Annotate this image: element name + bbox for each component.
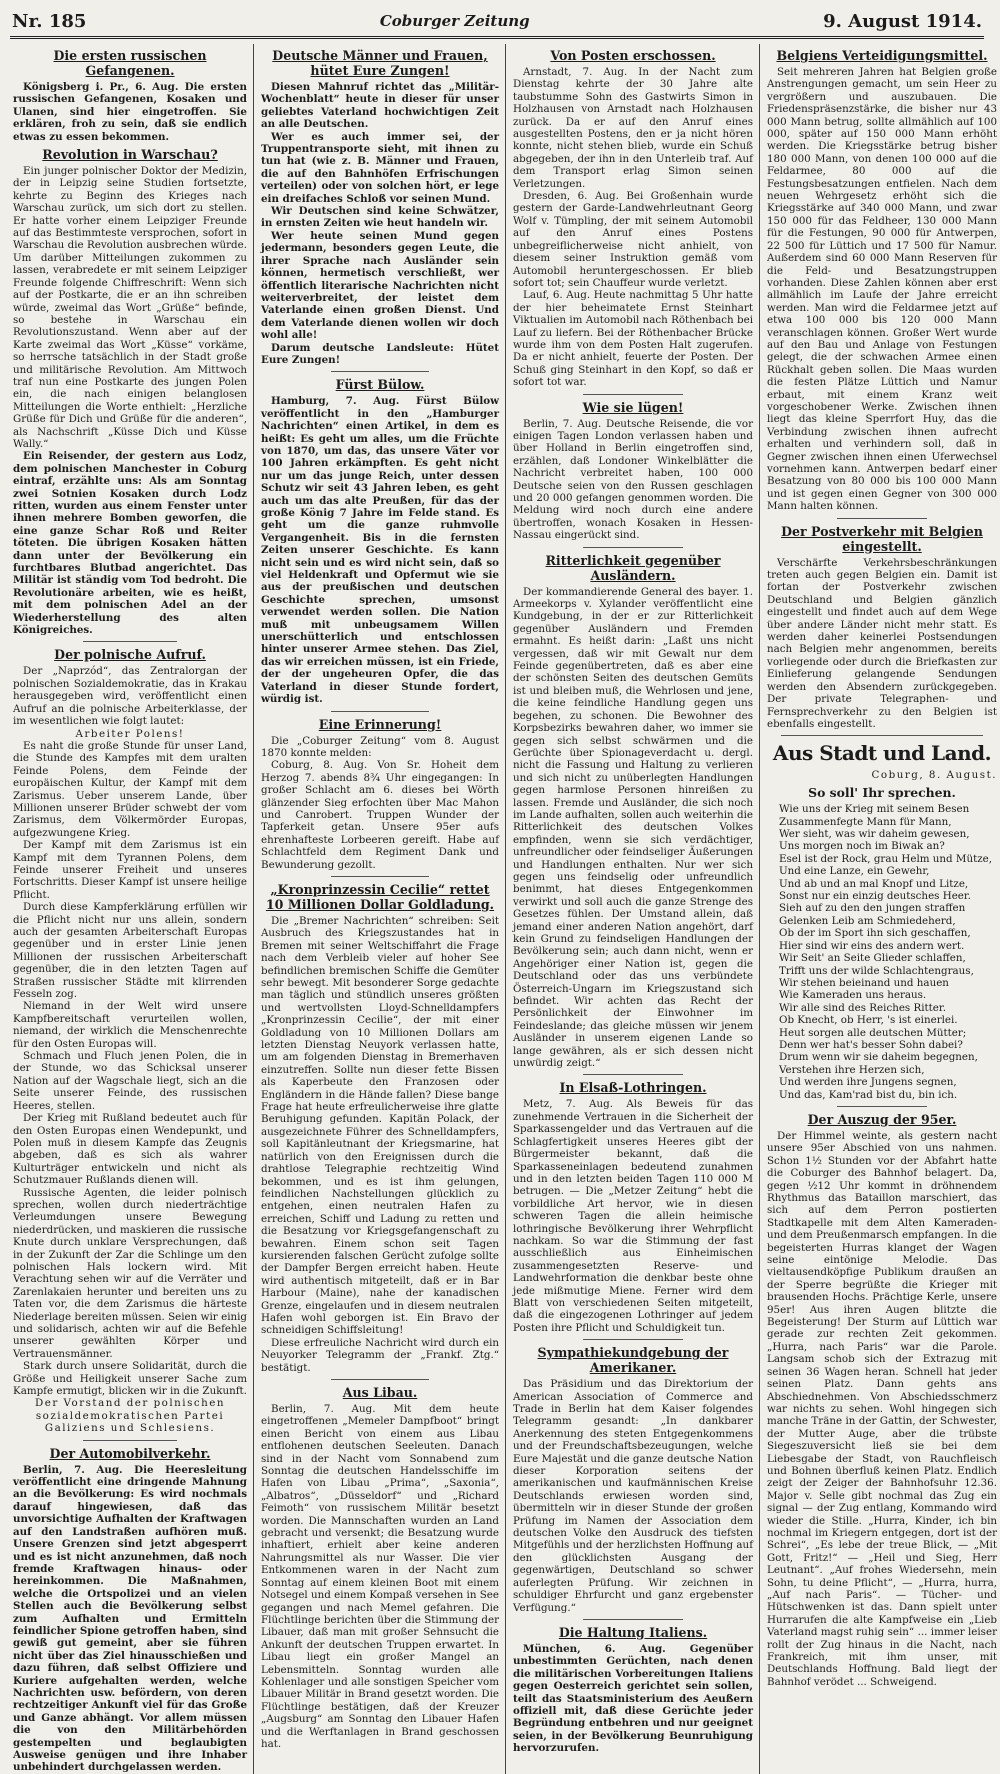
headline: Sympathiekundgebung der Amerikaner. bbox=[537, 1345, 729, 1376]
article-paragraph: Die „Coburger Zeitung“ vom 8. August 1870 konnte melden: bbox=[261, 734, 499, 759]
article-paragraph: Niemand in der Welt wird unsere Kampfbereitschaft verurteilen wollen, niemand, der wirklich die Menschenrechte für den Osten Europas will. bbox=[13, 1000, 247, 1050]
page-columns bbox=[10, 44, 997, 1774]
article-paragraph: Russische Agenten, die leider polnisch sprechen, wollen durch niederträchtige Verleumdungen unsere Bewegung niederdrücken, und maskieren die russische Knute durch unklare Versprechungen, daß in der Zukunft der Zar die Schlinge um den polnischen Hals lockern wird. Mit Verachtung sehen wir auf die Verräter und Zarenlakaien herunter und bereiten uns zu Taten vor, die dem Zarismus die härteste Niederlage bereiten müssen. Seien wir einig und solidarisch, achten wir auf die Befehle unserer gewählten Körper und Vertrauensmänner. bbox=[13, 1186, 247, 1360]
article-paragraph: Es naht die große Stunde für unser Land, die Stunde des Kampfes mit dem uralten Feinde Polens, dem Feinde der europäischen Kultur, der Kampf mit dem Zarismus. Ueber unserem Lande, über Millionen unserer Brüder schwebt der vom Zarismus, dem Völkermörder Europas, aufgezwungene Krieg. bbox=[13, 739, 247, 839]
article-paragraph: Das Präsidium und das Direktorium der American Association of Commerce and Trade in Berlin hat dem Kaiser folgendes Telegramm gesandt: „In dankbarer Anerkennung des steten Entgegenkommens und der Freundschaftsbezeugungen, welche Eure Majestät und die ganze deutsche Nation dieser Korporation seitens der amerikanischen und kaufmännischen Kreise Deutschlands erwiesen worden sind, übermitteln wir in dieser Stunde der großen Prüfung im Namen der Association dem deutschen Volke den Ausdruck des tiefsten Mitgefühls und der herzlichsten Hoffnung auf den glücklichsten Ausgang der gegenwärtigen, Deutschland so schwer auferlegten Prüfung. Wir zeichnen in schuldiger Ehrfurcht und ganz ergebenster Verfügung.“ bbox=[513, 1378, 753, 1614]
article-paragraph: Berlin, 7. Aug. Mit dem heute eingetroffenen „Memeler Dampfboot“ bringt einen Bericht von einem aus Libau entflohenen deutschen Seeleuten. Danach sind in der Nacht vom Sonnabend zum Sonntag die deutschen Handelsschiffe im Hafen von Libau „Prima“, „Saxonia“, „Albatros“, „Düsseldorf“ und „Richard Feimoth“ von russischem Militär besetzt worden. Die Mannschaften wurden an Land gebracht und versenkt; die Besatzung wurde inhaftiert, erhielt aber keine anderen Nahrungsmittel als nur Wasser. Die vier Entkommenen waren in der Nacht zum Sonntag auf einem kleinen Boot mit einem Notsegel und einem Kompaß versehen in See gegangen und nach Memel gefahren. Die Flüchtlinge berichten über die Stimmung der Libauer, daß man mit großer Sehnsucht die Ankunft der deutschen Truppen erwartet. In Libau liegt ein großer Mangel an Lebensmitteln. Sonntag wurden alle Kohlenlager und alle sonstigen Speicher vom Libauer Militär in Brand gesetzt worden. Die Flüchtlinge bestätigen, daß der Kreuzer „Augsburg“ am Sonntag den Libauer Hafen und die Werftanlagen in Brand geschossen hat. bbox=[261, 1403, 499, 1750]
article-paragraph: München, 6. Aug. Gegenüber unbestimmten Gerüchten, nach denen die militärischen Vorbereitungen Italiens gegen Oesterreich gerichtet sein sollen, teilt das Staatsministerium des Aeußern offiziell mit, daß diese Gerüchte jeder Begründung entbehren und nur geeignet seien, in der Bevölkerung Beunruhigung hervorzurufen. bbox=[513, 1642, 753, 1755]
headline: Die ersten russischen Gefangenen. bbox=[53, 48, 207, 78]
article-paragraph: Metz, 7. Aug. Als Beweis für das zunehmende Vertrauen in die Sicherheit der Sparkassengelder und das Vertrauen auf die Schlagfertigkeit unseres Heeres gibt der Bürgermeister bekannt, daß die Sparkasseneinlagen bedeutend zunahmen und in den letzten beiden Tagen 110 000 M betrugen. — Die „Metzer Zeitung“ hebt die vorbildliche Art hervor, wie in diesen schweren Tagen die allein heimische lothringische Bevölkerung ihrer Wehrpflicht nachkam. So war die Stimmung der fast ausschließlich aus Einheimischen zusammengesetzten Reserve- und Landwehrformation die denkbar beste ohne jede mißmutige Miene. Ferner wird dem Blatt von verschiedenen Seiten mitgeteilt, daß die eingezogenen Lothringer auf jedem Posten ihre Pflicht und Schuldigkeit tun. bbox=[513, 1098, 753, 1334]
divider bbox=[331, 711, 429, 712]
headline: Deutsche Männer und Frauen, hütet Eure Zungen! bbox=[272, 48, 488, 78]
column-2 bbox=[258, 44, 502, 1774]
article-paragraph: Seit mehreren Jahren hat Belgien große Anstrengungen gemacht, um sein Heer zu vergrößern und auszubauen. Die Friedenspräsenzstärke, die bisher nur 43 000 Mann betrug, sollte allmählich auf 100 000, später auf 150 000 Mann erhöht werden. Die Kriegsstärke betrug bisher 180 000 Mann, von denen 100 000 auf die Feldarmee, 80 000 auf die Festungsbesatzungen entfielen. Nach dem neuen Wehrgesetz erhöht sich die Kriegsstärke auf 340 000 Mann, und zwar 150 000 für das Feldheer, 130 000 Mann für die Festungen, 90 000 für Antwerpen, 22 500 für Lüttich und 17 500 für Namur. Außerdem sind 60 000 Mann Reserven für die Feld- und Besatzungstruppen vorhanden. Diese Zahlen können aber erst allmählich im Laufe der Jahre erreicht werden. Man wird die Feldarmee jetzt auf etwa 100 000 bis 120 000 Mann veranschlagen können. Großer Wert wurde auf den Bau und Anlage von Festungen gelegt, die der schwachen Armee einen Rückhalt geben sollen. Die Maas wurden die festen Plätze Lüttich und Namur erbaut, mit einem Kranz weit vorgeschobener Werke. Zwischen ihnen liegt das kleine Sperrfort Huy, das die Verbindung zwischen ihnen aufrecht erhalten und verhindern soll, daß in Gegner zwischen ihnen einen Uferwechsel vornehmen kann. Antwerpen bedarf einer Besatzung von 80 000 bis 100 000 Mann und ist gegen einen Gegner von 300 000 Mann halten können. bbox=[767, 66, 997, 513]
poem-stanza: Wir alle sind des Reiches Ritter. Ob Knecht, ob Herr, 's ist einerlei. Heut sorgen alle deutschen Mütter; Denn wer hat's besser Sohn dabei? Drum wenn wir sie daheim begegnen, Verstehen ihre Herzen sich, Und werden ihre Jungens segnen, Und das, Kam'rad bist du, bin ich. bbox=[779, 1001, 978, 1101]
section-heading: Aus Stadt und Land. bbox=[772, 741, 992, 766]
article-paragraph: Dresden, 6. Aug. Bei Großenhain wurde gestern der Garde-Landwehrleutnant Georg Wolf v. Tümpling, der mit seinem Automobil auf den Anruf eines Postens unbegreiflicherweise nicht anhielt, von diesem seiner Instruktion gemäß vom Automobil heruntergeschossen. Er blieb sofort tot; sein Chauffeur wurde verletzt. bbox=[513, 190, 753, 289]
article-paragraph: Schmach und Fluch jenen Polen, die in der Stunde, wo das Schicksal unserer Nation auf der Wagschale liegt, sich an die Seite unserer Feinde, des russischen Heeres, stellen. bbox=[13, 1050, 247, 1112]
article-paragraph: Der Krieg mit Rußland bedeutet auch für den Osten Europas einen Wendepunkt, und Polen muß in diesem Kampfe das Zeugnis abgeben, daß es sich als wahrer Kulturträger entwickeln und nicht als Schutzmauer Rußlands dienen will. bbox=[13, 1112, 247, 1187]
article-paragraph: Ein junger polnischer Doktor der Medizin, der in Leipzig seine Studien fortsetzte, kehrte zu Beginn des Krieges nach Warschau zurück, um sich dort zu stellen. Er hatte vorher einem Leipziger Freunde auf das Bestimmteste versprochen, sofort in Warschau die Revolution ausbrechen würde. Um darüber Mitteilungen zukommen zu lassen, verabredete er mit seinem Leipziger Freunde folgende Chiffreschrift: Wenn sich auf der Postkarte, die er an ihn schreiben würde, zweimal das Wort „Grüße“ befinde, so bestehe in Warschau ein Revolutionszustand. Wenn aber auf der Karte zweimal das Wort „Küsse“ vorkäme, so herrsche tatsächlich in der Stadt große und militärische Revolution. Am Mittwoch traf nun eine Postkarte des jungen Polen ein, die nach einigen belanglosen Mitteilungen die Worte enthielt: „Herzliche Grüße für Dich und Grüße für die anderen“, als Nachschrift „Küsse Dich und Küsse Wally.“ bbox=[13, 165, 247, 450]
article-paragraph: Stark durch unsere Solidarität, durch die Größe und Heiligkeit unserer Sache zum Kampfe ermutigt, blicken wir in die Zukunft. bbox=[13, 1360, 247, 1398]
poem-stanza: Sieh auf zu den den jungen straffen Gelenken Leib am Schmiedeherd, Ob der im Sport ihn sich geschaffen, Hier sind wir eins des andern wert. Wir Seit' an Seite Glieder schlaffen, Trifft uns der wilde Schlachtengraus, Wir stehen beieinand und hauen Wie Kameraden uns heraus. bbox=[779, 902, 974, 1002]
article-paragraph: Darum deutsche Landsleute: Hütet Eure Zungen! bbox=[261, 341, 499, 366]
divider bbox=[583, 1619, 683, 1620]
headline: Ritterlichkeit gegenüber Ausländern. bbox=[545, 552, 721, 583]
article-paragraph: Wer es auch immer sei, der Truppentransporte sieht, mit ihnen zu tun hat (wie z. B. Männer und Frauen, die auf den Bahnhöfen Erfrischungen verteilen) oder von solchen hört, er lege ein dreifaches Schloß vor seinen Mund. bbox=[261, 130, 499, 205]
dateline: Coburg, 8. August. bbox=[871, 769, 997, 782]
issue-date: 9. August 1914. bbox=[823, 10, 982, 32]
article-paragraph: Lauf, 6. Aug. Heute nachmittag 5 Uhr hatte der hier beheimatete Ernst Steinhart Viktualien im Automobil nach Röthenbach bei Lauf zu liefern. Bei der Röthenbacher Brücke wurde ihm von dem Posten Halt zugerufen. Da er nicht anhielt, feuerte der Posten. Der Schuß ging Steinhart in den Kopf, so daß er sofort tot war. bbox=[513, 289, 753, 389]
masthead bbox=[12, 8, 982, 34]
divider bbox=[331, 371, 429, 372]
headline: Wie sie lügen! bbox=[582, 399, 684, 415]
column-4 bbox=[764, 44, 1000, 1774]
article-paragraph: Wir Deutschen sind keine Schwätzer, in ernsten Zeiten wie heut handeln wir. bbox=[261, 205, 499, 230]
headline: Belgiens Verteidigungsmittel. bbox=[776, 48, 988, 63]
article-paragraph: Diesen Mahnruf richtet das „Militär-Wochenblatt“ heute in dieser für unser geliebtes Vaterland hochwichtigen Zeit an alle Deutschen. bbox=[261, 81, 499, 131]
headline: Revolution in Warschau? bbox=[42, 147, 218, 163]
divider bbox=[83, 1440, 177, 1441]
article-paragraph: Arnstadt, 7. Aug. In der Nacht zum Dienstag kehrte der 30 Jahre alte taubstumme Sohn des Gastwirts Simon in Holzhausen von Arnstadt nach Holzhausen zurück. Da er auf den Anruf eines ausgestellten Postens, den er ja nicht hören konnte, nicht stehen blieb, wurde ein Schuß abgegeben, der ihn in den Unterleib traf. Auf dem Transport erlag Simon seinen Verletzungen. bbox=[513, 66, 753, 190]
article-paragraph: Wer heute seinen Mund gegen jedermann, besonders gegen Leute, die ihrer Sprache nach Ausländer sein können, hermetisch verschließt, wer öffentlich literarische Nachrichten nicht weiterverbreitet, der leistet dem Vaterlande einen großen Dienst. Und dem Vaterlande dienen wollen wir doch wohl alle! bbox=[261, 229, 499, 342]
divider bbox=[83, 641, 177, 642]
divider bbox=[583, 547, 683, 548]
article-paragraph: Verschärfte Verkehrsbeschränkungen treten auch gegen Belgien ein. Damit ist fortan der Postverkehr zwischen Deutschland und Belgien gänzlich eingestellt und findet auch auf dem Wege über andere Länder nicht mehr statt. Es werden daher keinerlei Postsendungen nach Belgien mehr angenommen, bereits vorliegende oder durch die Briefkasten zur Einlieferung gelangende Sendungen werden den Absendern zurückgegeben. Der private Telegraphen- und Fernsprechverkehr zu den Belgien ist ebenfalls eingestellt. bbox=[767, 556, 997, 730]
headline: Aus Libau. bbox=[342, 1385, 418, 1400]
issue-number: Nr. 185 bbox=[12, 10, 87, 32]
divider bbox=[583, 394, 683, 395]
divider bbox=[583, 1339, 683, 1340]
headline: Der Automobilverkehr. bbox=[49, 1445, 211, 1461]
column-1 bbox=[10, 44, 250, 1774]
article-paragraph: Hamburg, 7. Aug. Fürst Bülow veröffentlicht in den „Hamburger Nachrichten“ einen Artikel, in dem es heißt: Es geht um alles, um die Früchte von 1870, um das, das unsere Väter vor 100 Jahren erkämpften. Es geht nicht nur um das junge Reich, unter dessen Schutz wir seit 43 Jahren leben, es geht auch um das alte Preußen, für das der große König 7 Jahre im Felde stand. Es geht um die ganze ruhmvolle Vergangenheit. Bis in die fernsten Zeiten unserer Geschichte. Es kann nicht sein und es wird nicht sein, daß so viel Heldenkraft und Opfermut wie sie aus der preußischen und deutschen Geschichte sprechen, umsonst verwendet werden sollen. Die Nation muß mit unbeugsamem Willen unerschütterlich und entschlossen hinter unserer Armee stehen. Das Ziel, das wir erreichen müssen, ist ein Friede, der der ungeheuren Opfer, die das Vaterland in dieser Stunde fordert, würdig ist. bbox=[261, 395, 499, 706]
newspaper-title: Coburger Zeitung bbox=[379, 12, 530, 30]
poem-stanza: Wie uns der Krieg mit seinem Besen Zusammenfegte Mann für Mann, Wer sieht, was wir daheim gewesen, Uns morgen noch im Biwak an? Esel ist der Rock, grau Helm und Mütze, Und eine Lanze, ein Gewehr, Und ab und an mal Knopf und Litze, Sonst nur ein einzig deutsches Heer. bbox=[779, 803, 993, 903]
divider bbox=[837, 1106, 927, 1107]
article-subheading: Arbeiter Polens! bbox=[75, 727, 185, 740]
article-paragraph: Der Kampf mit dem Zarismus ist ein Kampf mit dem Tyrannen Polens, dem Feinde unserer Freiheit und unseres Fortschritts. Dieser Kampf ist unsere heilige Pflicht. bbox=[13, 839, 247, 901]
article-paragraph: Der Himmel weinte, als gestern nacht unsere 95er Abschied von uns nahmen. Schon 1½ Stunden vor der Abfahrt hatte die Coburger des Bahnhof belagert. Da, gegen ½12 Uhr kommt in dröhnendem Rhythmus das Bataillon marschiert, das sich auf dem Perron postierten Stadtkapelle mit dem Alten Kameraden- und dem Preußenmarsch empfangen. In die begeisterten Hurras klanget der Wagen seine eintönige Melodie. Das vieltausendköpfige Publikum draußen an der Sperre begrüßte die Krieger mit brausenden Hochs. Prächtige Kerle, unsere 95er! Aus ihren Augen blitzte die Begeisterung! Der Sturm auf Lüttich war gerade zur rechten Zeit gekommen. „Hurra, nach Paris“ war die Parole. Langsam schob sich der Extrazug mit seinen 36 Wagen heran. Schnell hat jeder seinen Platz. Dann gehts ans Abschiednehmen. Von Abschiedsschmerz war nichts zu sehen. Wohl hingegen sich manche Träne in der Gattin, der Schwester, der Mutter Auge, aber die trübste Siegeszuversicht ließ sie bei dem Liebesgabe der Stadt, von Rauchfleisch und Bohnen überfluß keinen Platz. Endlich zeigt der Zeiger der Bahnhofsuhr 12.36. Major v. Selle gibt nochmal das Zug ein signal — der Zug entlang, Kommando wird wieder die Stille. „Hurra, Kinder, ich bin nochmal im Kriegern entgegen, dort ist der Schrei“, „Es lebe der treue Blick, — „Mit Gott, Fritz!“ — „Heil und Sieg, Herr Leutnant“. „Auf frohes Wiedersehn, mein Sohn, tu deine Pflicht“, — „Hurra, hurra, „Auf nach Paris“. — Tücher- und Hütschwenken ist das. Dann spielt unter Hurrarufen die alte Kampfweise ein „Lieb Vaterland magst ruhig sein“ ... immer leiser rollt der Zug hinaus in die Nacht, nach Frankreich, mit ihm unser, mit Deutschlands Hoffnung. Bald liegt der Bahnhof verödet ... Schweigend. bbox=[767, 1129, 997, 1688]
headline: Von Posten erschossen. bbox=[550, 48, 716, 63]
article-paragraph: Diese erfreuliche Nachricht wird durch ein Neuyorker Telegramm der „Frankf. Ztg.“ bestätigt. bbox=[261, 1336, 499, 1374]
divider bbox=[331, 876, 429, 877]
column-3 bbox=[510, 44, 756, 1774]
divider bbox=[781, 735, 983, 736]
divider bbox=[331, 1379, 429, 1380]
article-paragraph: Coburg, 8. Aug. Von Sr. Hoheit dem Herzog 7. abends 8¾ Uhr eingegangen: In großer Schlacht am 6. dieses bei Wörth glänzender Sieg erfochten über Mac Mahon und Canrobert. Truppen Wunder der Tapferkeit getan. Unsere 95er aufs ehrenhafteste Lorbeeren gereift. Habe auf Schlachtfeld dem Regiment Dank und Bewunderung gezollt. bbox=[261, 759, 499, 871]
headline: Der polnische Aufruf. bbox=[54, 647, 206, 663]
article-paragraph: Durch diese Kampferklärung erfüllen wir die Pflicht nicht nur uns allein, sondern auch der gesamten Arbeiterschaft Europas gegenüber und in erster Linie jenen Millionen der russischen Arbeiterschaft gegenüber, die in den letzten Tagen auf Straßen russischer Städte mit klirrenden Fesseln zog. bbox=[13, 901, 247, 1001]
divider bbox=[837, 518, 927, 519]
article-paragraph: Ein Reisender, der gestern aus Lodz, dem polnischen Manchester in Coburg eintraf, erzählte uns: Als am Sonntag zwei Sotnien Kosaken durch Lodz ritten, wurden aus einem Fenster unter ihnen mehrere Bomben geworfen, die eine ganze Schar Roß und Reiter töteten. Die übrigen Kosaken hätten dann unter der Bevölkerung ein furchtbares Blutbad angerichtet. Das Militär ist ständig vom Tod bedroht. Die Revolutionäre arbeiten, wie es heißt, mit dem polnischen Adel an der Wiederherstellung des alten Königreiches. bbox=[13, 450, 247, 637]
headline: Der Postverkehr mit Belgien eingestellt. bbox=[781, 523, 983, 554]
divider bbox=[583, 1074, 683, 1075]
poem-title: So soll' Ihr sprechen. bbox=[808, 784, 956, 800]
article-paragraph: Berlin, 7. Aug. Deutsche Reisende, die vor einigen Tagen London verlassen haben und über Holland in Berlin eingetroffen sind, erzählen, daß Londoner Winkelblätter die Nachricht verbreitet haben, 100 000 Deutsche seien von den Russen geschlagen und 20 000 gefangen genommen worden. Die Meldung wird noch durch eine andere übertroffen, wonach Kosaken in Hessen-Nassau eingerückt sind. bbox=[513, 417, 753, 542]
headline: Fürst Bülow. bbox=[335, 377, 425, 393]
article-paragraph: Der „Naprzód“, das Zentralorgan der polnischen Sozialdemokratie, das in Krakau herausgegeben wird, veröffentlicht einen Aufruf an die polnische Arbeiterklasse, der im wesentlichen wie folgt lautet: bbox=[13, 665, 247, 728]
headline: In Elsaß-Lothringen. bbox=[559, 1080, 707, 1096]
article-signature: Der Vorstand der polnischen sozialdemokratischen Partei Galiziens und Schlesiens. bbox=[34, 1397, 225, 1435]
article-paragraph: Königsberg i. Pr., 6. Aug. Die ersten russischen Gefangenen, Kosaken und Ulanen, sind hier eingetroffen. Sie erklären, froh zu sein, daß sie endlich etwas zu essen bekommen. bbox=[13, 81, 247, 143]
headline: Die Haltung Italiens. bbox=[558, 1624, 708, 1640]
headline: Der Auszug der 95er. bbox=[807, 1111, 957, 1127]
article-paragraph: Berlin, 7. Aug. Die Heeresleitung veröffentlicht eine dringende Mahnung an die Bevölkerung: Es wird nochmals darauf hingewiesen, daß das unvorsichtige Aufhalten der Kraftwagen auf den Landstraßen aufhören muß. Unsere Grenzen sind jetzt abgesperrt und es ist nicht anzunehmen, daß noch fremde Kraftwagen hinaus- oder hereinkommen. Die Maßnahmen, welche die Ortspolizei und an vielen Stellen auch die Bevölkerung selbst zum Aufhalten und Ermitteln feindlicher Spione getroffen haben, sind gewiß gut gemeint, aber sie führen nicht über das Ziel hinausschießen und dazu führen, daß selbst Offiziere und Kuriere aufgehalten werden, welche Nachrichten usw. befördern, von deren rechtzeitiger Ankunft viel für das Große und Ganze abhängt. Vor allem müssen die von den Militärbehörden gestempelten und beglaubigten Ausweise genügen und ihre Inhaber unbehindert durchgelassen werden. bbox=[13, 1463, 247, 1774]
headline: Eine Erinnerung! bbox=[318, 716, 442, 732]
article-paragraph: Der kommandierende General des bayer. 1. Armeekorps v. Xylander veröffentlicht eine Kundgebung, in der er zur Ritterlichkeit gegenüber Ausländern und Fremden ermahnt. Es heißt darin: „Laßt uns nicht vergessen, daß wir mit Gewalt nur dem Feinde gegenübertreten, daß es aber eine der schönsten Seiten des deutschen Gemüts ist und bleiben muß, die Wehrlosen und jene, die keine feindliche Handlung gegen uns begehen, zu schonen. Die Bewohner des Korpsbezirks bewahren daher, wo immer sie gegen sich selbst schwärmen und die Gerüchte über Spionageverdacht u. dergl. nicht die Fassung und Haltung zu verlieren und sich nicht zu unüberlegten Handlungen gegen harmlose Personen hinreißen zu lassen. Fremde und Ausländer, die sich noch im Lande aufhalten, sollen auch weiterhin die Ritterlichkeit des deutschen Volkes empfinden, wenn sie sich verdächtiger, unfreundlicher oder feindseliger Äußerungen und Handlungen enthalten. Nur wer sich gegen uns feindselig oder unfreundlich benimmt, hat dieses Entgegenkommen verwirkt und soll auch die ganze Strenge des Gesetzes fühlen. Der Umstand allein, daß jemand einer anderen Nation angehört, darf kein Grund zu feindseligen Handlungen der Bevölkerung sein; auch dann nicht, wenn er Angehöriger einer Nation ist, gegen die Deutschland oder das uns verbündete Österreich-Ungarn im Kriegszustand sich befindet. Wir achten das Recht der Persönlichkeit der Einwohner im Feindeslande; das gleiche müssen wir jenem Ausländer in unserem eigenen Lande so lange gewähren, als er sich dessen nicht unwürdig zeigt.“ bbox=[513, 585, 753, 1070]
masthead-rule bbox=[10, 36, 984, 39]
headline: „Kronprinzessin Cecilie“ rettet 10 Millionen Dollar Goldladung. bbox=[265, 881, 495, 912]
article-paragraph: Die „Bremer Nachrichten“ schreiben: Seit Ausbruch des Kriegszustandes hat in Bremen mit seiner Weltschiffahrt die Frage nach dem Verbleib vieler auf hoher See befindlichen bremischen Schiffe die Gemüter sehr bewegt. Mit besonderer Sorge gedachte man täglich und stündlich unseres größten und wertvollsten Lloyd-Schnelldampfers „Kronprinzessin Cecilie“, der mit einer Goldladung von 10 Millionen Dollars am letzten Dienstag Neuyork verlassen hatte, um am folgenden Dienstag in Bremerhaven einzutreffen. Sollte nun dieser fette Bissen als Kaperbeute den Franzosen oder Engländern in die Hände fallen? Diese bange Frage hat heute erfreulicherweise ihre glatte Beruhigung gefunden. Kapitän Polack, der ausgezeichnete Führer des Schnelldampfers, soll Kapitänleutnant der Kriegsmarine, hat natürlich von den Ereignissen durch die drahtlose Telegraphie rechtzeitig Wind bekommen, und es ist ihm gelungen, feindlichen Nachstellungen glücklich zu entgehen, einen neutralen Hafen zu erreichen, Schiff und Ladung zu retten und die Besatzung vor Kriegsgefangenschaft zu bewahren. Einem schon seit Tagen kursierenden falschen Gerücht zufolge sollte der Dampfer Bergen erreicht haben. Heute wird authentisch mitgeteilt, daß er in Bar Harbour (Maine), nahe der kanadischen Grenze, eingelaufen und in diesem neutralen Hafen wohl geborgen ist. Ein Bravo der schneidigen Schiffsleitung! bbox=[261, 914, 499, 1337]
